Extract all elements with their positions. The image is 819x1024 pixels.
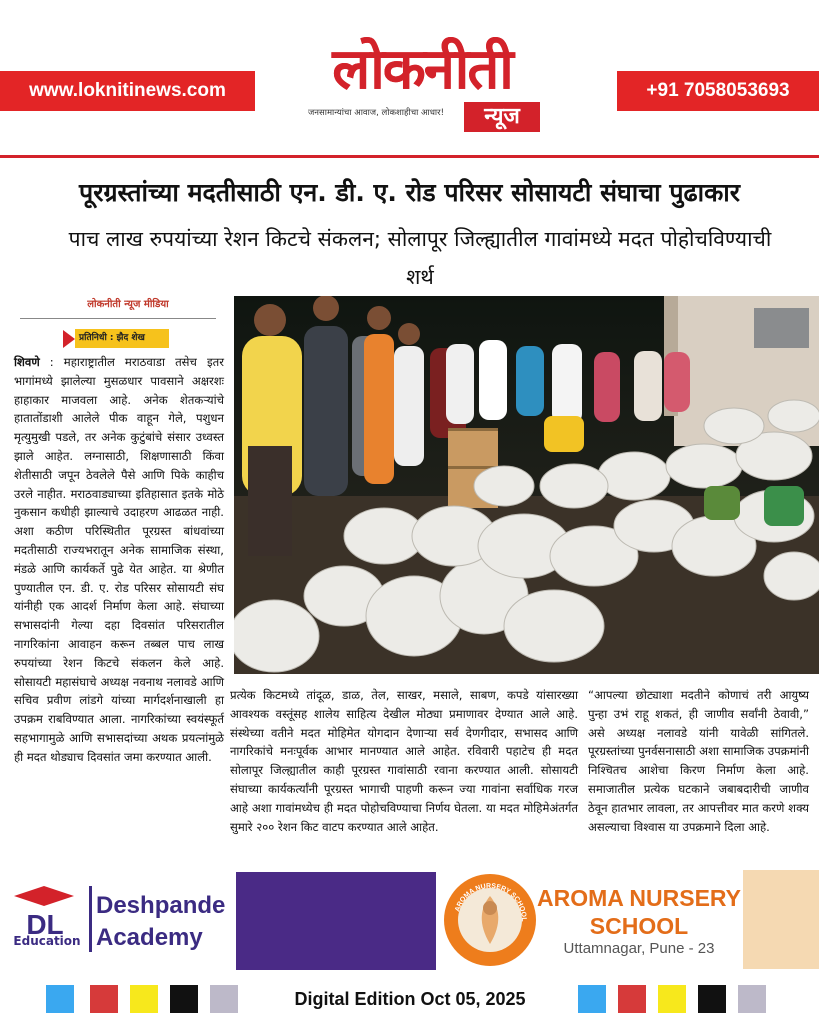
footer-square-black	[170, 985, 198, 1013]
footer-square-red	[90, 985, 118, 1013]
academy-name	[96, 890, 230, 954]
article-column-middle: प्रत्येक किटमध्ये तांदूळ, डाळ, तेल, साखर, मसाले, साबण, कपडे यांसारख्या आवश्यक वस्तूंसह शालेय साहित्य देखील मोठ्या प्रमाणावर देण्यात आले आहे. संस्थेच्या वतीने मदत मोहिमेत योगदान देणाऱ्या सर्व देणगीदार, सभासद आणि नागरिकांचे मनःपूर्वक आभार मानण्यात आले आहेत. रविवारी पहाटेच ही मदत सोलापूर जिल्ह्यातील काही पूरग्रस्त गावांसाठी रवाना करण्यात आली. सोसायटी संघाच्या कार्यकर्त्यांनी पूरग्रस्त भागाची पाहणी करून ज्या गावांना सर्वाधिक गरज आहे अशा गावांमध्येच ही मदत पोहोचविण्याचा निर्णय घेतला. या मदत मोहिमेअंतर्गत सुमारे २०० रेशन किट वाटप करण्यात आले आहेत.	[230, 688, 578, 834]
arrow-icon	[63, 330, 75, 348]
logo-tagline: जनसामान्यांचा आवाज, लोकशाहीचा आधार!	[308, 108, 445, 118]
ad-aroma-nursery[interactable]	[436, 870, 742, 969]
relief-kits-photo	[234, 296, 819, 674]
academy-name-line2: Academy	[96, 924, 203, 951]
academy-name-line1: Deshpande	[96, 892, 226, 919]
article-subheadline: पाच लाख रुपयांच्या रेशन किटचे संकलन; सोलापूर जिल्ह्यातील गावांमध्ये मदत पोहोचविण्याची शर्थ	[68, 227, 772, 289]
website-banner[interactable]	[0, 71, 255, 111]
article-photo	[234, 296, 819, 674]
aroma-address: Uttamnagar, Pune - 23	[563, 940, 715, 957]
aroma-emblem	[444, 874, 536, 966]
ad-tan-banner[interactable]	[743, 870, 819, 969]
footer-square-black-2	[698, 985, 726, 1013]
source-label: लोकनीती न्यूज मीडिया	[87, 299, 169, 310]
website-link[interactable]: www.loknitinews.com	[29, 80, 226, 101]
logo-news: न्यूज	[464, 102, 540, 132]
footer-square-grey	[210, 985, 238, 1013]
footer-square-red-2	[618, 985, 646, 1013]
aroma-badge-text: AROMA NURSERY SCHOOL	[454, 882, 528, 922]
dl-letters: DL	[26, 909, 64, 940]
ad-purple-banner[interactable]	[236, 872, 436, 970]
footer-square-grey-2	[738, 985, 766, 1013]
article-headline: पूरग्रस्तांच्या मदतीसाठी एन. डी. ए. रोड परिसर सोसायटी संघाचा पुढाकार	[79, 178, 740, 207]
ad-deshpande-academy[interactable]	[0, 870, 234, 969]
article-column-left	[14, 353, 224, 865]
edition-date: Digital Edition Oct 05, 2025	[294, 989, 526, 1009]
dl-education-label: Education	[13, 934, 81, 948]
logo-title: लोकनीती	[332, 37, 512, 102]
reporter-name: प्रतिनिधी : झैद शेख	[75, 329, 169, 348]
footer-square-yellow-2	[658, 985, 686, 1013]
article-column-right: “आपल्या छोट्याशा मदतीने कोणाचं तरी आयुष्य पुन्हा उभं राहू शकतं, ही जाणीव सर्वांनी ठेवावी,” असे अध्यक्ष नलावडे यांनी यावेळी सांगितले. पूरग्रस्तांच्या पुनर्वसनासाठी अशा सामाजिक उपक्रमांनी निश्चितच आशेचा किरण निर्माण केला आहे. समाजातील प्रत्येक घटकाने जबाबदारीची जाणीव ठेवून हातभार लावला, तर आपत्तीवर मात करणे शक्य असल्याचा विश्वास या उपक्रमाने दिला आहे.	[588, 688, 809, 834]
ad-divider	[89, 886, 92, 952]
aroma-title: AROMA NURSERY SCHOOL	[536, 885, 742, 939]
footer-square-blue	[46, 985, 74, 1013]
column-left-text: : महाराष्ट्रातील मराठवाडा तसेच इतर भागांमध्ये झालेल्या मुसळधार पावसाने अक्षरशः हाहाकार माजवला आहे. अनेक शेतकऱ्यांचे हातातोंडाशी आलेले पीक वाहून गेले, पशुधन मृत्युमुखी पडले, तर अनेक कुटुंबांचे संसार उध्वस्त झाले आहेत. लग्नासाठी, शिक्षणासाठी किंवा शेतीसाठी जपून ठेवलेले पैसे आणि पिके काहीच उरले नाहीत. मराठवाड्याच्या इतिहासात इतके मोठे नुकसान कधीही झाल्याचे उदाहरण आढळत नाही. अशा कठीण परिस्थितीत पूरग्रस्त बांधवांच्या मदतीसाठी राज्यभरातून अनेक सामाजिक संस्था, मंडळे आणि कार्यकर्ते पुढे येत आहेत. या श्रेणीत पुण्यातील एन. डी. ए. रोड परिसर सोसायटी संघ यांनीही एक आदर्श निर्माण केला आहे. संघाच्या सभासदांनी गेल्या दहा दिवसांत परिसरातील नागरिकांना आवाहन करून तब्बल पाच लाख रुपयांच्या रेशन किटचे संकलन केले आहे. सोसायटी महासंघाचे अध्यक्ष नवनाथ नलावडे आणि सचिव प्रवीण लांडगे यांच्या मार्गदर्शनाखाली हा उपक्रम राबविण्यात आला. नागरिकांच्या स्वयंस्फूर्त सहभागामुळे आणि सभासदांच्या अथक प्रयत्नांमुळे ही मदत थोड्याच दिवसांत जमा करण्यात आली.	[14, 355, 224, 764]
footer-square-blue-2	[578, 985, 606, 1013]
loknit-logo	[304, 34, 540, 138]
footer-square-yellow	[130, 985, 158, 1013]
dateline: शिवणे	[14, 355, 40, 369]
saraswati-emblem-icon	[444, 874, 536, 966]
phone-number[interactable]: +91 7058053693	[646, 80, 790, 101]
byline-divider	[20, 318, 216, 319]
masthead-divider	[0, 155, 819, 158]
phone-banner[interactable]	[617, 71, 819, 111]
reporter-tag	[63, 329, 169, 348]
